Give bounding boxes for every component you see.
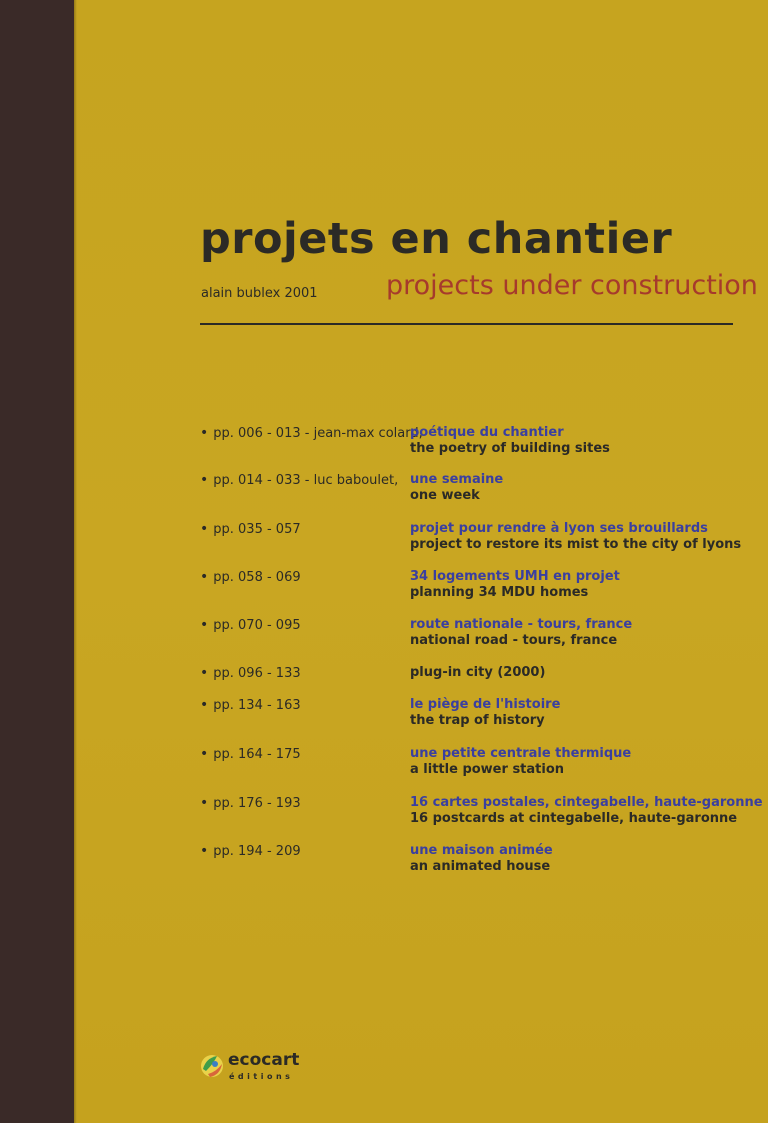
toc-title-en: planning 34 MDU homes <box>410 585 589 600</box>
toc-pages: pp. 176 - 193 <box>213 796 301 811</box>
bullet-icon: • <box>200 617 209 633</box>
cover-title: projets en chantier <box>200 214 673 264</box>
toc-title-fr: poétique du chantier <box>410 425 564 440</box>
book-spine <box>0 0 74 1123</box>
toc-author: - luc baboulet, <box>304 473 399 488</box>
toc-title-en: a little power station <box>410 762 565 777</box>
toc-title-fr: le piège de l'histoire <box>410 697 561 712</box>
toc-pages: pp. 134 - 163 <box>213 698 301 713</box>
toc-title-fr: une maison animée <box>410 843 553 858</box>
bullet-icon: • <box>200 472 209 488</box>
toc-title-en: national road - tours, france <box>410 633 618 648</box>
toc-title-fr: une semaine <box>410 472 504 487</box>
toc-title-en: one week <box>410 488 480 503</box>
toc-title-fr: une petite centrale thermique <box>410 746 632 761</box>
publisher-sub: éditions <box>229 1072 294 1081</box>
toc-title-fr: 16 cartes postales, cintegabelle, haute-garonne <box>410 795 763 810</box>
toc-title-en: the trap of history <box>410 713 545 728</box>
toc-author: - jean-max colard, <box>304 426 423 441</box>
cover-background <box>77 0 768 1123</box>
toc-pages: pp. 014 - 033 <box>213 473 301 488</box>
toc-pages: pp. 164 - 175 <box>213 747 301 762</box>
toc-title-en: project to restore its mist to the city of lyons <box>410 537 742 552</box>
toc-title-fr: route nationale - tours, france <box>410 617 633 632</box>
toc-pages: pp. 035 - 057 <box>213 522 301 537</box>
toc-pages: pp. 194 - 209 <box>213 844 301 859</box>
bullet-icon: • <box>200 521 209 537</box>
title-divider <box>200 323 733 325</box>
toc-title-fr: 34 logements UMH en projet <box>410 569 620 584</box>
toc-title-fr: projet pour rendre à lyon ses brouillards <box>410 521 708 536</box>
bullet-icon: • <box>200 697 209 713</box>
toc-pages: pp. 096 - 133 <box>213 666 301 681</box>
cover-subtitle: projects under construction <box>386 270 758 301</box>
toc-pages: pp. 070 - 095 <box>213 618 301 633</box>
toc-pages: pp. 058 - 069 <box>213 570 301 585</box>
toc-title-en: the poetry of building sites <box>410 441 610 456</box>
ecocart-logo-icon <box>198 1050 226 1080</box>
toc-title-en: plug-in city (2000) <box>410 665 546 680</box>
toc-title-en: 16 postcards at cintegabelle, haute-garonne <box>410 811 738 826</box>
bullet-icon: • <box>200 425 209 441</box>
bullet-icon: • <box>200 795 209 811</box>
toc-pages: pp. 006 - 013 <box>213 426 301 441</box>
bullet-icon: • <box>200 746 209 762</box>
bullet-icon: • <box>200 665 209 681</box>
cover-author-year: alain bublex 2001 <box>201 286 318 301</box>
bullet-icon: • <box>200 569 209 585</box>
bullet-icon: • <box>200 843 209 859</box>
toc-title-en: an animated house <box>410 859 551 874</box>
publisher-name: ecocart <box>228 1050 300 1070</box>
